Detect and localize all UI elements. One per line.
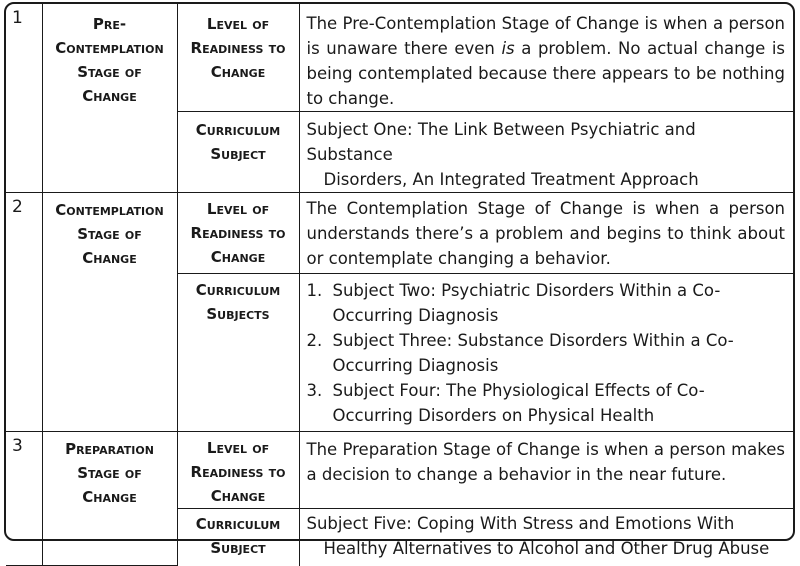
curriculum-subject xyxy=(299,112,793,193)
readiness-label xyxy=(177,432,299,509)
label-line: Readiness to xyxy=(190,39,286,57)
stage-name-line: Contemplation xyxy=(55,39,164,57)
stage-name-line: Change xyxy=(82,488,137,506)
stage-number: 3 xyxy=(6,432,42,566)
readiness-description: The Contemplation Stage of Change is when a person understands there’s a problem and begins to think about or contemplate changing a behavior. xyxy=(299,193,793,274)
label-line: Readiness to xyxy=(190,463,286,481)
table-row xyxy=(6,193,793,274)
stage-name-line: Stage of xyxy=(77,225,142,243)
curriculum-line: Healthy Alternatives to Alcohol and Other Drug Abuse xyxy=(323,539,770,558)
curriculum-line: Disorders, An Integrated Treatment Approach xyxy=(323,170,699,189)
label-line: Change xyxy=(210,63,266,81)
label-line: Curriculum xyxy=(195,281,281,299)
list-text: Subject Four: The Physiological Effects of Co-Occurring Disorders on Physical Health xyxy=(332,381,705,425)
stage-name xyxy=(42,193,177,432)
stage-number: 1 xyxy=(6,4,42,193)
stages-of-change-table-frame xyxy=(4,2,795,558)
list-item xyxy=(307,328,786,378)
curriculum-label xyxy=(177,509,299,566)
list-text: Subject Two: Psychiatric Disorders Within a Co-Occurring Diagnosis xyxy=(332,281,721,325)
stage-name-line: Stage of xyxy=(77,63,142,81)
readiness-label xyxy=(177,193,299,274)
readiness-description: The Preparation Stage of Change is when a person makes a decision to change a behavior in the near future. xyxy=(299,432,793,509)
curriculum-line: Subject One: The Link Between Psychiatric and Substance xyxy=(306,120,696,164)
stage-number: 2 xyxy=(6,193,42,432)
list-number: 1. xyxy=(306,281,323,300)
readiness-label xyxy=(177,4,299,112)
stage-name xyxy=(42,4,177,193)
stage-name-line: Change xyxy=(82,249,137,267)
curriculum-label xyxy=(177,112,299,193)
readiness-description: The Pre-Contemplation Stage of Change is when a person is unaware there even is a problem. No actual change is being contemplated because there appears to be nothing to change. xyxy=(299,4,793,112)
table-row xyxy=(6,4,793,112)
curriculum-line: Subject Five: Coping With Stress and Emotions With xyxy=(306,514,735,533)
stage-name-line: Pre- xyxy=(92,15,127,33)
label-line: Readiness to xyxy=(190,224,286,242)
stage-name-line: Stage of xyxy=(77,464,142,482)
label-line: Level of xyxy=(206,200,270,218)
stage-name-line: Contemplation xyxy=(55,201,164,219)
list-text: Subject Three: Substance Disorders Within a Co-Occurring Diagnosis xyxy=(332,331,734,375)
label-line: Change xyxy=(210,487,266,505)
list-item xyxy=(307,278,786,328)
stage-name xyxy=(42,432,177,566)
emphasis: is xyxy=(501,39,515,58)
stage-name-line: Change xyxy=(82,87,137,105)
label-line: Level of xyxy=(206,439,270,457)
label-line: Subjects xyxy=(206,305,270,323)
table-row xyxy=(6,432,793,509)
list-number: 3. xyxy=(306,381,323,400)
curriculum-label xyxy=(177,274,299,432)
list-number: 2. xyxy=(306,331,323,350)
label-line: Subject xyxy=(210,539,266,557)
label-line: Change xyxy=(210,248,266,266)
stage-name-line: Preparation xyxy=(65,440,154,458)
label-line: Subject xyxy=(210,145,266,163)
label-line: Curriculum xyxy=(195,121,281,139)
curriculum-subject-list xyxy=(299,274,793,432)
stages-of-change-table xyxy=(6,4,793,566)
label-line: Curriculum xyxy=(195,515,281,533)
label-line: Level of xyxy=(206,15,270,33)
list-item xyxy=(307,378,786,428)
curriculum-subject xyxy=(299,509,793,566)
